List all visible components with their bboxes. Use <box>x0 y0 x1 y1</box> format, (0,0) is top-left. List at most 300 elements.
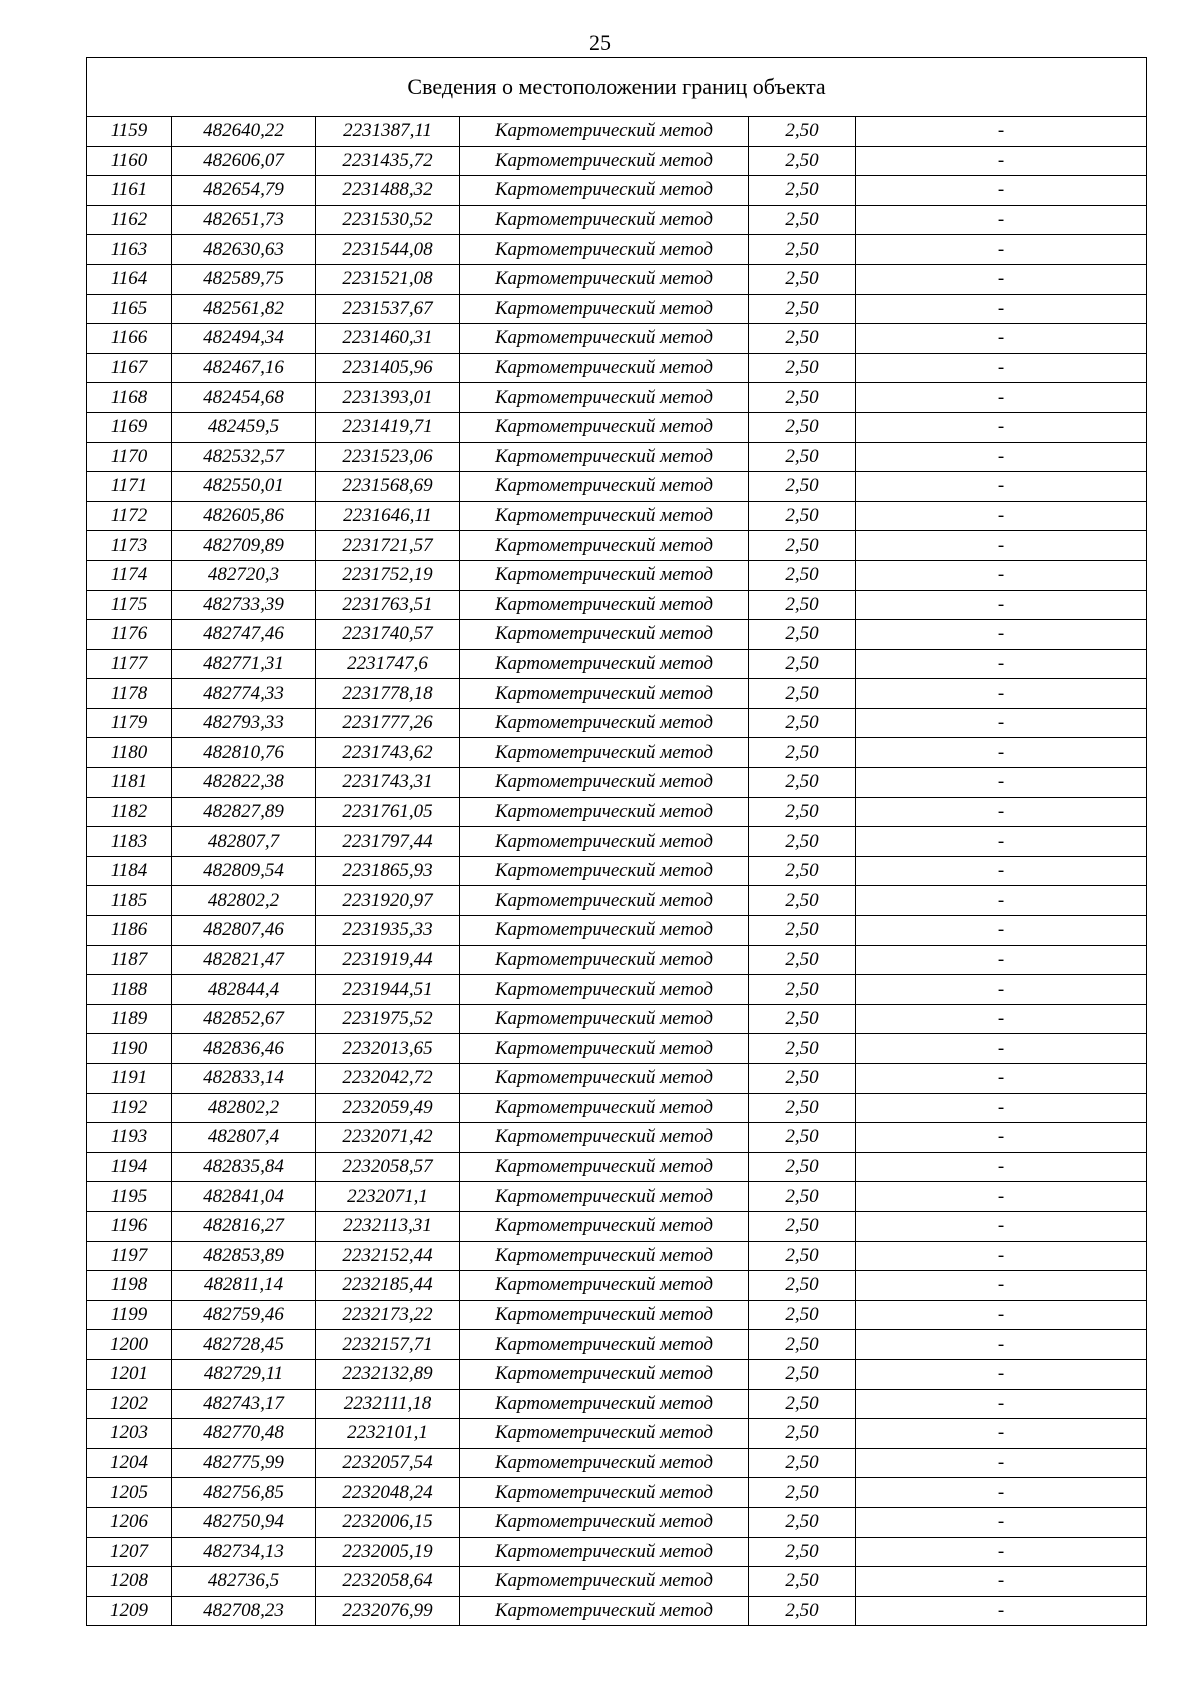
point-number-cell: 1199 <box>87 1300 172 1330</box>
x-coordinate-cell: 482561,82 <box>172 294 316 324</box>
method-cell: Картометрический метод <box>460 442 749 472</box>
precision-cell: 2,50 <box>749 1300 856 1330</box>
precision-cell: 2,50 <box>749 886 856 916</box>
description-cell: - <box>856 679 1147 709</box>
y-coordinate-cell: 2232059,49 <box>316 1093 460 1123</box>
description-cell: - <box>856 294 1147 324</box>
x-coordinate-cell: 482844,4 <box>172 975 316 1005</box>
method-cell: Картометрический метод <box>460 1064 749 1094</box>
point-number-cell: 1183 <box>87 827 172 857</box>
method-cell: Картометрический метод <box>460 1034 749 1064</box>
description-cell: - <box>856 1448 1147 1478</box>
y-coordinate-cell: 2231777,26 <box>316 708 460 738</box>
point-number-cell: 1194 <box>87 1152 172 1182</box>
point-number-cell: 1187 <box>87 945 172 975</box>
precision-cell: 2,50 <box>749 353 856 383</box>
method-cell: Картометрический метод <box>460 1389 749 1419</box>
x-coordinate-cell: 482467,16 <box>172 353 316 383</box>
table-row <box>87 1359 1147 1389</box>
y-coordinate-cell: 2231865,93 <box>316 856 460 886</box>
method-cell: Картометрический метод <box>460 1567 749 1597</box>
y-coordinate-cell: 2232101,1 <box>316 1419 460 1449</box>
precision-cell: 2,50 <box>749 620 856 650</box>
y-coordinate-cell: 2231435,72 <box>316 146 460 176</box>
point-number-cell: 1206 <box>87 1507 172 1537</box>
y-coordinate-cell: 2232173,22 <box>316 1300 460 1330</box>
method-cell: Картометрический метод <box>460 1093 749 1123</box>
method-cell: Картометрический метод <box>460 531 749 561</box>
point-number-cell: 1159 <box>87 117 172 147</box>
precision-cell: 2,50 <box>749 1596 856 1626</box>
x-coordinate-cell: 482550,01 <box>172 472 316 502</box>
description-cell: - <box>856 1389 1147 1419</box>
precision-cell: 2,50 <box>749 1567 856 1597</box>
precision-cell: 2,50 <box>749 264 856 294</box>
description-cell: - <box>856 945 1147 975</box>
y-coordinate-cell: 2232157,71 <box>316 1330 460 1360</box>
x-coordinate-cell: 482734,13 <box>172 1537 316 1567</box>
table-row <box>87 856 1147 886</box>
table-row <box>87 1034 1147 1064</box>
table-row <box>87 146 1147 176</box>
y-coordinate-cell: 2231568,69 <box>316 472 460 502</box>
y-coordinate-cell: 2231761,05 <box>316 797 460 827</box>
x-coordinate-cell: 482747,46 <box>172 620 316 650</box>
x-coordinate-cell: 482640,22 <box>172 117 316 147</box>
point-number-cell: 1160 <box>87 146 172 176</box>
point-number-cell: 1163 <box>87 235 172 265</box>
method-cell: Картометрический метод <box>460 264 749 294</box>
y-coordinate-cell: 2231778,18 <box>316 679 460 709</box>
y-coordinate-cell: 2231920,97 <box>316 886 460 916</box>
x-coordinate-cell: 482816,27 <box>172 1211 316 1241</box>
table-row <box>87 1419 1147 1449</box>
point-number-cell: 1203 <box>87 1419 172 1449</box>
x-coordinate-cell: 482728,45 <box>172 1330 316 1360</box>
table-row <box>87 1271 1147 1301</box>
point-number-cell: 1170 <box>87 442 172 472</box>
precision-cell: 2,50 <box>749 649 856 679</box>
table-row <box>87 1507 1147 1537</box>
precision-cell: 2,50 <box>749 1330 856 1360</box>
y-coordinate-cell: 2232057,54 <box>316 1448 460 1478</box>
precision-cell: 2,50 <box>749 294 856 324</box>
x-coordinate-cell: 482852,67 <box>172 1004 316 1034</box>
method-cell: Картометрический метод <box>460 1478 749 1508</box>
x-coordinate-cell: 482810,76 <box>172 738 316 768</box>
table-row <box>87 975 1147 1005</box>
y-coordinate-cell: 2231797,44 <box>316 827 460 857</box>
description-cell: - <box>856 1507 1147 1537</box>
description-cell: - <box>856 797 1147 827</box>
precision-cell: 2,50 <box>749 501 856 531</box>
point-number-cell: 1200 <box>87 1330 172 1360</box>
point-number-cell: 1190 <box>87 1034 172 1064</box>
description-cell: - <box>856 531 1147 561</box>
x-coordinate-cell: 482827,89 <box>172 797 316 827</box>
x-coordinate-cell: 482821,47 <box>172 945 316 975</box>
y-coordinate-cell: 2231747,6 <box>316 649 460 679</box>
description-cell: - <box>856 1596 1147 1626</box>
y-coordinate-cell: 2231393,01 <box>316 383 460 413</box>
x-coordinate-cell: 482589,75 <box>172 264 316 294</box>
table-row <box>87 560 1147 590</box>
precision-cell: 2,50 <box>749 1152 856 1182</box>
x-coordinate-cell: 482708,23 <box>172 1596 316 1626</box>
x-coordinate-cell: 482770,48 <box>172 1419 316 1449</box>
description-cell: - <box>856 235 1147 265</box>
table-row <box>87 117 1147 147</box>
method-cell: Картометрический метод <box>460 1537 749 1567</box>
x-coordinate-cell: 482532,57 <box>172 442 316 472</box>
x-coordinate-cell: 482733,39 <box>172 590 316 620</box>
method-cell: Картометрический метод <box>460 176 749 206</box>
precision-cell: 2,50 <box>749 560 856 590</box>
point-number-cell: 1165 <box>87 294 172 324</box>
y-coordinate-cell: 2231935,33 <box>316 916 460 946</box>
precision-cell: 2,50 <box>749 1537 856 1567</box>
x-coordinate-cell: 482729,11 <box>172 1359 316 1389</box>
method-cell: Картометрический метод <box>460 1271 749 1301</box>
x-coordinate-cell: 482822,38 <box>172 768 316 798</box>
description-cell: - <box>856 1211 1147 1241</box>
precision-cell: 2,50 <box>749 1478 856 1508</box>
method-cell: Картометрический метод <box>460 146 749 176</box>
description-cell: - <box>856 1300 1147 1330</box>
table-row <box>87 620 1147 650</box>
table-row <box>87 590 1147 620</box>
y-coordinate-cell: 2232058,64 <box>316 1567 460 1597</box>
method-cell: Картометрический метод <box>460 1330 749 1360</box>
point-number-cell: 1181 <box>87 768 172 798</box>
table-row <box>87 916 1147 946</box>
point-number-cell: 1177 <box>87 649 172 679</box>
table-title-row <box>87 58 1147 117</box>
x-coordinate-cell: 482833,14 <box>172 1064 316 1094</box>
boundary-coordinates-table <box>86 57 1147 1626</box>
x-coordinate-cell: 482775,99 <box>172 1448 316 1478</box>
x-coordinate-cell: 482771,31 <box>172 649 316 679</box>
method-cell: Картометрический метод <box>460 472 749 502</box>
point-number-cell: 1176 <box>87 620 172 650</box>
table-row <box>87 1064 1147 1094</box>
method-cell: Картометрический метод <box>460 1241 749 1271</box>
point-number-cell: 1185 <box>87 886 172 916</box>
table-row <box>87 1567 1147 1597</box>
x-coordinate-cell: 482709,89 <box>172 531 316 561</box>
precision-cell: 2,50 <box>749 768 856 798</box>
method-cell: Картометрический метод <box>460 353 749 383</box>
description-cell: - <box>856 383 1147 413</box>
table-row <box>87 235 1147 265</box>
y-coordinate-cell: 2232132,89 <box>316 1359 460 1389</box>
y-coordinate-cell: 2231763,51 <box>316 590 460 620</box>
method-cell: Картометрический метод <box>460 620 749 650</box>
method-cell: Картометрический метод <box>460 294 749 324</box>
y-coordinate-cell: 2231743,31 <box>316 768 460 798</box>
table-row <box>87 708 1147 738</box>
table-row <box>87 1004 1147 1034</box>
description-cell: - <box>856 1182 1147 1212</box>
precision-cell: 2,50 <box>749 1211 856 1241</box>
table-row <box>87 649 1147 679</box>
precision-cell: 2,50 <box>749 146 856 176</box>
precision-cell: 2,50 <box>749 235 856 265</box>
x-coordinate-cell: 482606,07 <box>172 146 316 176</box>
y-coordinate-cell: 2231752,19 <box>316 560 460 590</box>
precision-cell: 2,50 <box>749 1271 856 1301</box>
description-cell: - <box>856 886 1147 916</box>
x-coordinate-cell: 482802,2 <box>172 1093 316 1123</box>
precision-cell: 2,50 <box>749 1241 856 1271</box>
x-coordinate-cell: 482802,2 <box>172 886 316 916</box>
x-coordinate-cell: 482720,3 <box>172 560 316 590</box>
precision-cell: 2,50 <box>749 1064 856 1094</box>
y-coordinate-cell: 2232111,18 <box>316 1389 460 1419</box>
y-coordinate-cell: 2232076,99 <box>316 1596 460 1626</box>
method-cell: Картометрический метод <box>460 797 749 827</box>
point-number-cell: 1179 <box>87 708 172 738</box>
description-cell: - <box>856 1478 1147 1508</box>
y-coordinate-cell: 2232071,1 <box>316 1182 460 1212</box>
point-number-cell: 1195 <box>87 1182 172 1212</box>
precision-cell: 2,50 <box>749 916 856 946</box>
x-coordinate-cell: 482759,46 <box>172 1300 316 1330</box>
point-number-cell: 1180 <box>87 738 172 768</box>
method-cell: Картометрический метод <box>460 560 749 590</box>
table-row <box>87 768 1147 798</box>
precision-cell: 2,50 <box>749 1448 856 1478</box>
table-row <box>87 1093 1147 1123</box>
y-coordinate-cell: 2232006,15 <box>316 1507 460 1537</box>
x-coordinate-cell: 482793,33 <box>172 708 316 738</box>
precision-cell: 2,50 <box>749 472 856 502</box>
y-coordinate-cell: 2232058,57 <box>316 1152 460 1182</box>
precision-cell: 2,50 <box>749 1389 856 1419</box>
point-number-cell: 1201 <box>87 1359 172 1389</box>
table-row <box>87 1182 1147 1212</box>
y-coordinate-cell: 2232152,44 <box>316 1241 460 1271</box>
y-coordinate-cell: 2232048,24 <box>316 1478 460 1508</box>
method-cell: Картометрический метод <box>460 975 749 1005</box>
table-row <box>87 501 1147 531</box>
description-cell: - <box>856 1271 1147 1301</box>
method-cell: Картометрический метод <box>460 738 749 768</box>
precision-cell: 2,50 <box>749 412 856 442</box>
precision-cell: 2,50 <box>749 117 856 147</box>
description-cell: - <box>856 1359 1147 1389</box>
description-cell: - <box>856 1419 1147 1449</box>
y-coordinate-cell: 2231544,08 <box>316 235 460 265</box>
x-coordinate-cell: 482811,14 <box>172 1271 316 1301</box>
method-cell: Картометрический метод <box>460 205 749 235</box>
x-coordinate-cell: 482756,85 <box>172 1478 316 1508</box>
method-cell: Картометрический метод <box>460 945 749 975</box>
table-row <box>87 412 1147 442</box>
description-cell: - <box>856 620 1147 650</box>
x-coordinate-cell: 482459,5 <box>172 412 316 442</box>
method-cell: Картометрический метод <box>460 916 749 946</box>
precision-cell: 2,50 <box>749 975 856 1005</box>
description-cell: - <box>856 560 1147 590</box>
precision-cell: 2,50 <box>749 1093 856 1123</box>
precision-cell: 2,50 <box>749 1182 856 1212</box>
point-number-cell: 1169 <box>87 412 172 442</box>
precision-cell: 2,50 <box>749 531 856 561</box>
y-coordinate-cell: 2231523,06 <box>316 442 460 472</box>
method-cell: Картометрический метод <box>460 768 749 798</box>
point-number-cell: 1186 <box>87 916 172 946</box>
table-row <box>87 1389 1147 1419</box>
method-cell: Картометрический метод <box>460 1211 749 1241</box>
method-cell: Картометрический метод <box>460 708 749 738</box>
method-cell: Картометрический метод <box>460 827 749 857</box>
table-row <box>87 1448 1147 1478</box>
y-coordinate-cell: 2232005,19 <box>316 1537 460 1567</box>
y-coordinate-cell: 2231919,44 <box>316 945 460 975</box>
description-cell: - <box>856 1093 1147 1123</box>
method-cell: Картометрический метод <box>460 1182 749 1212</box>
table-row <box>87 1241 1147 1271</box>
point-number-cell: 1189 <box>87 1004 172 1034</box>
y-coordinate-cell: 2231460,31 <box>316 324 460 354</box>
table-row <box>87 531 1147 561</box>
table-row <box>87 1152 1147 1182</box>
description-cell: - <box>856 590 1147 620</box>
x-coordinate-cell: 482605,86 <box>172 501 316 531</box>
point-number-cell: 1209 <box>87 1596 172 1626</box>
point-number-cell: 1202 <box>87 1389 172 1419</box>
precision-cell: 2,50 <box>749 1004 856 1034</box>
method-cell: Картометрический метод <box>460 1123 749 1153</box>
precision-cell: 2,50 <box>749 590 856 620</box>
method-cell: Картометрический метод <box>460 1300 749 1330</box>
y-coordinate-cell: 2231521,08 <box>316 264 460 294</box>
y-coordinate-cell: 2232113,31 <box>316 1211 460 1241</box>
table-row <box>87 383 1147 413</box>
method-cell: Картометрический метод <box>460 324 749 354</box>
description-cell: - <box>856 768 1147 798</box>
y-coordinate-cell: 2231537,67 <box>316 294 460 324</box>
description-cell: - <box>856 856 1147 886</box>
description-cell: - <box>856 324 1147 354</box>
table-row <box>87 827 1147 857</box>
x-coordinate-cell: 482494,34 <box>172 324 316 354</box>
point-number-cell: 1208 <box>87 1567 172 1597</box>
precision-cell: 2,50 <box>749 827 856 857</box>
description-cell: - <box>856 501 1147 531</box>
description-cell: - <box>856 916 1147 946</box>
y-coordinate-cell: 2231488,32 <box>316 176 460 206</box>
table-row <box>87 1596 1147 1626</box>
point-number-cell: 1192 <box>87 1093 172 1123</box>
y-coordinate-cell: 2231419,71 <box>316 412 460 442</box>
precision-cell: 2,50 <box>749 1507 856 1537</box>
description-cell: - <box>856 117 1147 147</box>
y-coordinate-cell: 2231387,11 <box>316 117 460 147</box>
table-body <box>87 117 1147 1626</box>
precision-cell: 2,50 <box>749 679 856 709</box>
x-coordinate-cell: 482454,68 <box>172 383 316 413</box>
description-cell: - <box>856 176 1147 206</box>
table-row <box>87 679 1147 709</box>
description-cell: - <box>856 205 1147 235</box>
y-coordinate-cell: 2232042,72 <box>316 1064 460 1094</box>
boundary-table-container <box>86 57 1146 1626</box>
point-number-cell: 1171 <box>87 472 172 502</box>
x-coordinate-cell: 482743,17 <box>172 1389 316 1419</box>
description-cell: - <box>856 1034 1147 1064</box>
description-cell: - <box>856 1123 1147 1153</box>
x-coordinate-cell: 482836,46 <box>172 1034 316 1064</box>
point-number-cell: 1198 <box>87 1271 172 1301</box>
point-number-cell: 1166 <box>87 324 172 354</box>
table-row <box>87 1537 1147 1567</box>
precision-cell: 2,50 <box>749 738 856 768</box>
description-cell: - <box>856 442 1147 472</box>
point-number-cell: 1193 <box>87 1123 172 1153</box>
y-coordinate-cell: 2231743,62 <box>316 738 460 768</box>
point-number-cell: 1164 <box>87 264 172 294</box>
y-coordinate-cell: 2232071,42 <box>316 1123 460 1153</box>
table-row <box>87 738 1147 768</box>
y-coordinate-cell: 2231975,52 <box>316 1004 460 1034</box>
table-row <box>87 472 1147 502</box>
precision-cell: 2,50 <box>749 324 856 354</box>
method-cell: Картометрический метод <box>460 412 749 442</box>
point-number-cell: 1161 <box>87 176 172 206</box>
y-coordinate-cell: 2232013,65 <box>316 1034 460 1064</box>
point-number-cell: 1162 <box>87 205 172 235</box>
description-cell: - <box>856 975 1147 1005</box>
method-cell: Картометрический метод <box>460 649 749 679</box>
table-row <box>87 324 1147 354</box>
point-number-cell: 1196 <box>87 1211 172 1241</box>
method-cell: Картометрический метод <box>460 1596 749 1626</box>
y-coordinate-cell: 2231405,96 <box>316 353 460 383</box>
precision-cell: 2,50 <box>749 442 856 472</box>
precision-cell: 2,50 <box>749 856 856 886</box>
point-number-cell: 1191 <box>87 1064 172 1094</box>
description-cell: - <box>856 827 1147 857</box>
point-number-cell: 1174 <box>87 560 172 590</box>
description-cell: - <box>856 1330 1147 1360</box>
x-coordinate-cell: 482809,54 <box>172 856 316 886</box>
precision-cell: 2,50 <box>749 205 856 235</box>
table-row <box>87 797 1147 827</box>
point-number-cell: 1188 <box>87 975 172 1005</box>
method-cell: Картометрический метод <box>460 856 749 886</box>
y-coordinate-cell: 2231944,51 <box>316 975 460 1005</box>
point-number-cell: 1178 <box>87 679 172 709</box>
precision-cell: 2,50 <box>749 1419 856 1449</box>
method-cell: Картометрический метод <box>460 679 749 709</box>
point-number-cell: 1204 <box>87 1448 172 1478</box>
description-cell: - <box>856 1004 1147 1034</box>
table-row <box>87 1478 1147 1508</box>
x-coordinate-cell: 482736,5 <box>172 1567 316 1597</box>
method-cell: Картометрический метод <box>460 501 749 531</box>
x-coordinate-cell: 482835,84 <box>172 1152 316 1182</box>
point-number-cell: 1197 <box>87 1241 172 1271</box>
description-cell: - <box>856 146 1147 176</box>
x-coordinate-cell: 482750,94 <box>172 1507 316 1537</box>
table-row <box>87 442 1147 472</box>
y-coordinate-cell: 2232185,44 <box>316 1271 460 1301</box>
table-row <box>87 945 1147 975</box>
table-row <box>87 205 1147 235</box>
x-coordinate-cell: 482807,4 <box>172 1123 316 1153</box>
